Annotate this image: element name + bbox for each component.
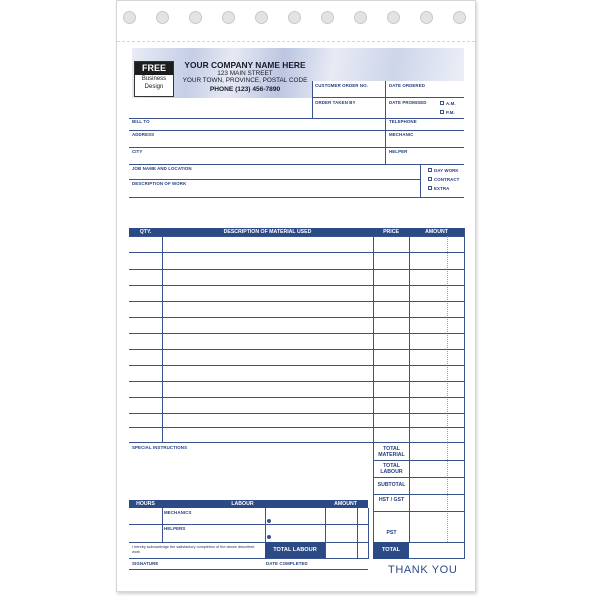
table-row[interactable] bbox=[129, 269, 464, 270]
description-of-work-label: DESCRIPTION OF WORK bbox=[132, 181, 187, 186]
am-checkbox[interactable] bbox=[440, 101, 444, 105]
amount-header: AMOUNT bbox=[425, 229, 448, 235]
total-labour-box-label: TOTAL LABOUR bbox=[273, 547, 317, 553]
binder-hole bbox=[123, 11, 136, 24]
table-row[interactable] bbox=[129, 413, 464, 414]
pst-label: PST bbox=[386, 530, 397, 536]
divider bbox=[162, 236, 163, 442]
extra-checkbox[interactable] bbox=[428, 186, 432, 190]
divider bbox=[129, 558, 368, 559]
subtotal-label: SUBTOTAL bbox=[377, 482, 406, 488]
divider bbox=[312, 81, 313, 118]
divider bbox=[373, 460, 464, 461]
divider bbox=[129, 524, 368, 525]
divider bbox=[129, 542, 368, 543]
price-header: PRICE bbox=[383, 229, 399, 235]
divider bbox=[373, 236, 374, 442]
table-row[interactable] bbox=[129, 301, 464, 302]
contract-checkbox[interactable] bbox=[428, 177, 432, 181]
day-work-checkbox[interactable] bbox=[428, 168, 432, 172]
divider bbox=[129, 164, 464, 165]
divider bbox=[420, 164, 421, 198]
divider bbox=[409, 442, 410, 542]
binder-hole bbox=[354, 11, 367, 24]
binder-hole bbox=[453, 11, 466, 24]
telephone-label: TELEPHONE bbox=[389, 119, 417, 124]
binder-hole bbox=[288, 11, 301, 24]
pm-label: P.M. bbox=[446, 109, 455, 115]
am-label: A.M. bbox=[446, 100, 456, 106]
company-city: YOUR TOWN, PROVINCE, POSTAL CODE bbox=[182, 77, 308, 84]
binder-hole bbox=[387, 11, 400, 24]
divider bbox=[129, 569, 368, 570]
job-name-location-label: JOB NAME AND LOCATION bbox=[132, 166, 192, 171]
perforation-line bbox=[117, 41, 475, 42]
divider bbox=[373, 511, 464, 512]
company-logo bbox=[134, 61, 174, 97]
materials-table-header bbox=[129, 228, 464, 236]
bill-to-label: BILL TO bbox=[132, 119, 150, 124]
table-row[interactable] bbox=[129, 333, 464, 334]
divider bbox=[464, 228, 465, 559]
divider bbox=[447, 236, 448, 442]
mechanic-label: MECHANIC bbox=[389, 132, 414, 137]
date-ordered-label: DATE ORDERED bbox=[389, 83, 426, 88]
divider bbox=[385, 81, 386, 118]
hours-header: HOURS bbox=[136, 501, 155, 507]
company-phone: PHONE (123) 456-7890 bbox=[209, 85, 281, 93]
total-label: TOTAL bbox=[381, 547, 401, 553]
hst-gst-label: HST / GST bbox=[378, 497, 405, 503]
table-row[interactable] bbox=[129, 285, 464, 286]
order-taken-by-label: ORDER TAKEN BY bbox=[315, 100, 356, 105]
mechanics-label: MECHANICS bbox=[164, 510, 192, 515]
divider bbox=[129, 130, 464, 131]
table-row[interactable] bbox=[129, 397, 464, 398]
helper-label: HELPER bbox=[389, 149, 408, 154]
divider bbox=[368, 508, 369, 559]
company-name: YOUR COMPANY NAME HERE bbox=[184, 60, 306, 70]
divider bbox=[357, 508, 358, 559]
table-row[interactable] bbox=[129, 349, 464, 350]
special-instructions-label: SPECIAL INSTRUCTIONS bbox=[132, 445, 188, 450]
divider bbox=[447, 442, 448, 542]
divider bbox=[129, 179, 420, 180]
address-label: ADDRESS bbox=[132, 132, 155, 137]
divider bbox=[373, 494, 464, 495]
contract-label: CONTRACT bbox=[434, 177, 460, 182]
binder-hole bbox=[156, 11, 169, 24]
divider bbox=[325, 508, 326, 559]
qty-header: QTY. bbox=[139, 229, 152, 235]
table-row[interactable] bbox=[129, 252, 464, 253]
table-row[interactable] bbox=[129, 365, 464, 366]
description-header: DESCRIPTION OF MATERIAL USED bbox=[223, 229, 312, 235]
date-promised-label: DATE PROMISED bbox=[389, 100, 427, 105]
labour-table-header bbox=[129, 500, 368, 508]
divider bbox=[162, 508, 163, 542]
divider bbox=[409, 558, 464, 559]
divider bbox=[385, 118, 386, 165]
total-labour-box bbox=[265, 542, 325, 559]
binder-hole bbox=[420, 11, 433, 24]
divider bbox=[129, 147, 464, 148]
helpers-label: HELPERS bbox=[164, 526, 186, 531]
signature-label: SIGNATURE bbox=[132, 561, 159, 566]
table-row[interactable] bbox=[129, 381, 464, 382]
mechanics-bullet bbox=[267, 519, 271, 523]
helpers-bullet bbox=[267, 535, 271, 539]
logo-line-1: Business bbox=[141, 76, 167, 82]
binder-hole bbox=[255, 11, 268, 24]
divider bbox=[373, 477, 464, 478]
logo-free-text: FREE bbox=[135, 62, 173, 75]
logo-line-2: Design bbox=[144, 83, 164, 90]
labour-amount-header: AMOUNT bbox=[334, 501, 357, 507]
labour-header: LABOUR bbox=[231, 501, 254, 507]
divider bbox=[129, 442, 464, 443]
work-order-form bbox=[116, 0, 476, 592]
binder-hole bbox=[189, 11, 202, 24]
total-box bbox=[373, 542, 409, 559]
total-material-label: TOTAL MATERIAL bbox=[378, 446, 405, 458]
company-street: 123 MAIN STREET bbox=[217, 69, 273, 77]
divider bbox=[129, 236, 464, 237]
acknowledgement-text: I hereby acknowledge the satisfactory completion of the above described work bbox=[132, 545, 255, 554]
divider bbox=[129, 197, 464, 198]
customer-order-no-label: CUSTOMER ORDER NO. bbox=[315, 83, 368, 88]
table-row[interactable] bbox=[129, 317, 464, 318]
binder-hole bbox=[321, 11, 334, 24]
day-work-label: DAY WORK bbox=[434, 168, 459, 173]
extra-label: EXTRA bbox=[434, 186, 450, 191]
divider bbox=[265, 508, 266, 542]
divider bbox=[312, 97, 464, 98]
thank-you-text: THANK YOU bbox=[388, 564, 458, 576]
total-labour-label: TOTAL LABOUR bbox=[380, 463, 403, 475]
divider bbox=[409, 236, 410, 442]
city-label: CITY bbox=[132, 149, 143, 154]
logo-subtitle bbox=[135, 76, 173, 91]
table-row[interactable] bbox=[129, 427, 464, 428]
binder-hole bbox=[222, 11, 235, 24]
pm-checkbox[interactable] bbox=[440, 110, 444, 114]
date-completed-label: DATE COMPLETED bbox=[266, 561, 308, 566]
